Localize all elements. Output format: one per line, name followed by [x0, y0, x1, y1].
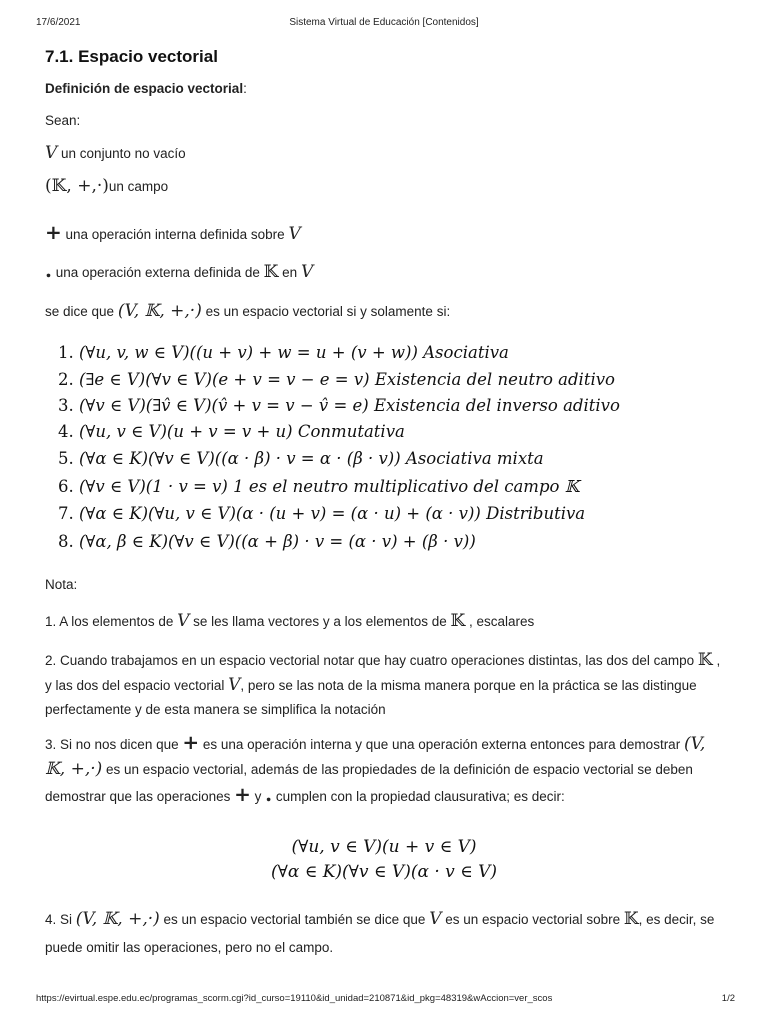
property-name: Existencia del neutro aditivo: [374, 370, 615, 389]
property-4: [58, 422, 405, 441]
property-3: [58, 396, 620, 415]
se-dice-line: [45, 301, 450, 321]
note-3-text-c: es un espacio vectorial, además de las propiedades de la definición de espacio vectorial se deben demostrar que las operaciones: [45, 762, 693, 804]
property-7: [58, 504, 585, 523]
se-dice-pre: se dice que: [45, 304, 118, 319]
note-2: [45, 648, 725, 722]
external-op-en: en: [278, 265, 301, 280]
external-op-v: V: [300, 262, 314, 282]
v-symbol: V: [45, 143, 58, 163]
external-op-text: una operación externa definida de: [51, 265, 264, 280]
item-external-op: [45, 258, 313, 282]
property-name: Asociativa mixta: [405, 449, 544, 468]
internal-op-text: una operación interna definida sobre: [61, 227, 289, 242]
note-2-text-a: 2. Cuando trabajamos en un espacio vectorial notar que hay cuatro operaciones distintas, las dos del campo: [45, 653, 698, 668]
section-title: 7.1. Espacio vectorial: [45, 47, 218, 66]
property-number: 5.: [58, 449, 74, 468]
property-2: [58, 370, 615, 389]
property-number: 6.: [58, 477, 74, 496]
field-tuple: (𝕂, +,·): [45, 176, 109, 196]
definition-colon: :: [243, 81, 247, 96]
note-4: [45, 905, 725, 962]
note-4-text-b: es un espacio vectorial también se dice que: [159, 912, 430, 927]
property-number: 1.: [58, 343, 74, 362]
property-name: Distributiva: [486, 504, 586, 523]
internal-op-v: V: [288, 224, 301, 244]
property-number: 8.: [58, 532, 74, 551]
nota-label: Nota:: [45, 577, 78, 592]
se-dice-tuple: (V, 𝕂, +,·): [117, 301, 202, 321]
closure-formula-1: [0, 837, 768, 857]
property-formula: (∀v ∈ V)(1 · v = v) 1: [79, 477, 244, 496]
property-8: [58, 532, 476, 551]
note-1-text-c: , escalares: [465, 614, 535, 629]
property-number: 4.: [58, 422, 74, 441]
note-2-k: 𝕂: [697, 650, 713, 670]
note-4-v: V: [429, 909, 442, 929]
property-formula: (∃e ∈ V)(∀v ∈ V)(e + v = v − e = v): [79, 370, 370, 389]
property-number: 2.: [58, 370, 74, 389]
footer-url: https://evirtual.espe.edu.ec/programas_scorm.cgi?id_curso=19110&id_unidad=210871&id_pkg=48319&wAccion=ver_scos: [36, 993, 553, 1004]
property-1: [58, 343, 509, 362]
note-1-v: V: [177, 611, 190, 631]
dot-symbol: .: [45, 258, 52, 282]
note-2-v: V: [228, 675, 241, 695]
property-name: Existencia del inverso aditivo: [373, 396, 620, 415]
property-number: 7.: [58, 504, 74, 523]
closure-formula-1-text: (∀u, v ∈ V)(u + v ∈ V): [291, 837, 477, 857]
closure-formula-2: [0, 862, 768, 882]
note-1-text-b: se les llama vectores y a los elementos de: [189, 614, 451, 629]
property-name: Conmutativa: [297, 422, 405, 441]
item-internal-op: [45, 220, 301, 244]
note-4-text-d: , es decir, se puede omitir las operaciones, pero no el campo.: [45, 912, 715, 955]
note-3-text-a: 3. Si no nos dicen que: [45, 737, 183, 752]
footer-page-number: 1/2: [721, 993, 735, 1004]
definition-heading-text: Definición de espacio vectorial: [45, 81, 244, 96]
external-op-k: 𝕂: [263, 262, 279, 282]
note-2-text-b: , y las dos del espacio vectorial: [45, 653, 721, 693]
note-1-text-a: 1. A los elementos de: [45, 614, 178, 629]
property-formula: (∀α, β ∈ K)(∀v ∈ V)((α + β) · v = (α · v) + (β · v)): [79, 532, 476, 551]
v-description: un conjunto no vacío: [57, 146, 186, 161]
note-4-text-a: 4. Si: [45, 912, 76, 927]
property-5: [58, 449, 544, 468]
print-date: 17/6/2021: [36, 17, 81, 28]
note-3-dot: .: [265, 782, 273, 806]
property-formula: (∀u, v ∈ V)(u + v = v + u): [79, 422, 293, 441]
plus-symbol: +: [45, 220, 62, 244]
property-formula: (∀v ∈ V)(∃v̂ ∈ V)(v̂ + v = v − v̂ = e): [79, 396, 369, 415]
note-1: [45, 611, 534, 631]
property-formula: (∀u, v, w ∈ V)((u + v) + w = u + (v + w)): [79, 343, 418, 362]
note-4-tuple: (V, 𝕂, +,·): [75, 909, 160, 929]
item-field: [45, 176, 168, 196]
note-4-text-c: es un espacio vectorial sobre: [441, 912, 624, 927]
property-name: es el neutro multiplicativo del campo 𝕂: [248, 477, 580, 496]
definition-heading: [45, 81, 247, 96]
note-3-tuple: (V, 𝕂, +,·): [45, 734, 706, 779]
property-6: [58, 477, 579, 496]
page-header-title: Sistema Virtual de Educación [Contenidos]: [289, 17, 479, 28]
sean-label: Sean:: [45, 113, 81, 128]
closure-formula-2-text: (∀α ∈ K)(∀v ∈ V)(α · v ∈ V): [270, 862, 498, 882]
note-4-k: 𝕂: [623, 909, 639, 929]
note-3-y: y: [250, 789, 266, 804]
note-3-plus: +: [182, 730, 200, 754]
note-3-plus-2: +: [234, 782, 251, 806]
field-description: un campo: [108, 179, 169, 194]
property-number: 3.: [58, 396, 74, 415]
note-3-text-d: cumplen con la propiedad clausurativa; es decir:: [272, 789, 565, 804]
note-1-k: 𝕂: [450, 611, 466, 631]
property-name: Asociativa: [423, 343, 509, 362]
note-3: [45, 730, 725, 809]
note-2-text-c: , pero se las nota de la misma manera porque en la práctica se las distingue perfectamente y de esta manera se simplifica la notación: [45, 678, 697, 717]
note-3-text-b: es una operación interna y que una operación externa entonces para demostrar: [199, 737, 684, 752]
property-formula: (∀α ∈ K)(∀u, v ∈ V)(α · (u + v) = (α · u) + (α · v)): [79, 504, 481, 523]
item-set-v: [45, 143, 186, 163]
property-formula: (∀α ∈ K)(∀v ∈ V)((α · β) · v = α · (β · v)): [79, 449, 401, 468]
se-dice-post: es un espacio vectorial si y solamente si:: [201, 304, 451, 319]
